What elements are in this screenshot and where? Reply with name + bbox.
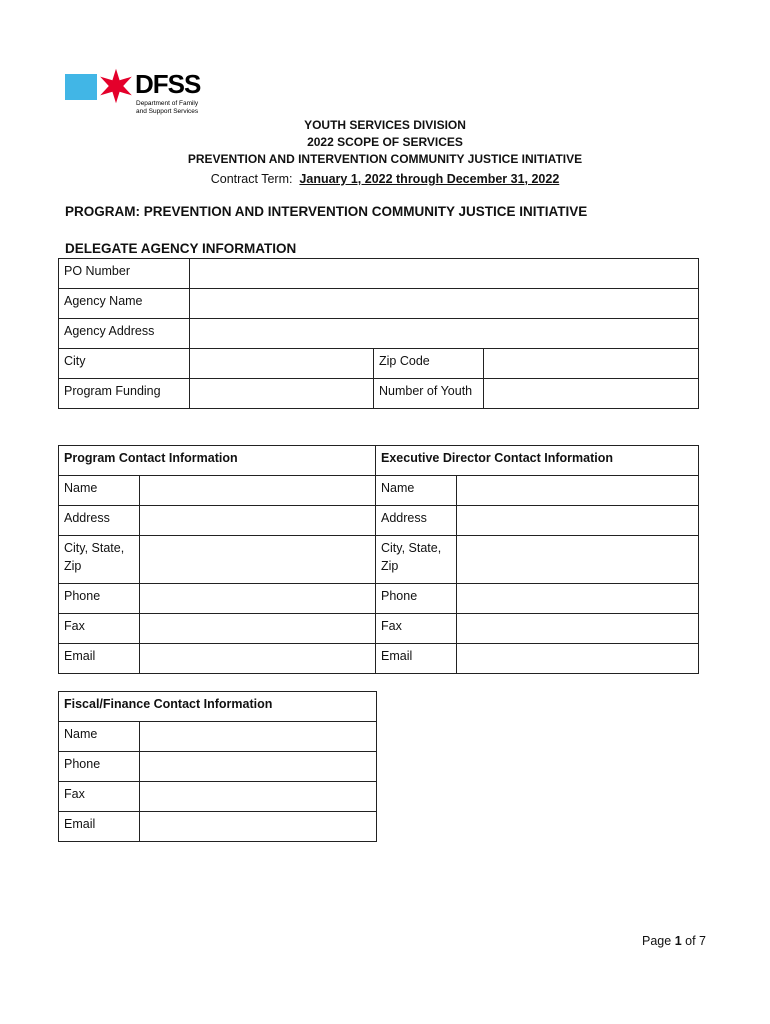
logo-brand: DFSS (135, 69, 201, 99)
number-of-youth-field[interactable] (484, 379, 699, 409)
page-current: 1 (674, 934, 682, 948)
fiscal-name-field[interactable] (140, 722, 377, 752)
scope-title: 2022 SCOPE OF SERVICES (307, 135, 463, 149)
page-label: Page (642, 934, 672, 948)
fiscal-email-label: Email (59, 812, 140, 842)
fiscal-phone-label: Phone (59, 752, 140, 782)
contract-term-label: Contract Term: (210, 172, 293, 186)
logo-blue-block (65, 74, 97, 100)
fiscal-email-field[interactable] (140, 812, 377, 842)
program-phone-label: Phone (59, 584, 140, 614)
page-number (642, 934, 706, 948)
executive-name-label: Name (376, 476, 457, 506)
fiscal-name-label: Name (59, 722, 140, 752)
delegate-agency-table (58, 258, 699, 409)
program-fax-field[interactable] (140, 614, 376, 644)
executive-email-label: Email (376, 644, 457, 674)
division-title: YOUTH SERVICES DIVISION (304, 118, 466, 132)
fiscal-contact-table (58, 691, 377, 842)
program-heading: PROGRAM: PREVENTION AND INTERVENTION COMMUNITY JUSTICE INITIATIVE (65, 204, 588, 219)
program-address-field[interactable] (140, 506, 376, 536)
contact-info-table (58, 445, 699, 674)
executive-phone-field[interactable] (457, 584, 699, 614)
executive-city-state-text: City, State, (381, 541, 442, 555)
chicago-star-icon (98, 68, 134, 104)
program-email-field[interactable] (140, 644, 376, 674)
fiscal-contact-heading: Fiscal/Finance Contact Information (59, 692, 377, 722)
program-address-label: Address (59, 506, 140, 536)
program-email-label: Email (59, 644, 140, 674)
program-phone-field[interactable] (140, 584, 376, 614)
city-label: City (59, 349, 190, 379)
program-funding-field[interactable] (190, 379, 374, 409)
logo-subtitle-line1: Department of Family (136, 100, 199, 107)
executive-fax-label: Fax (376, 614, 457, 644)
executive-fax-field[interactable] (457, 614, 699, 644)
program-city-state-zip-label (59, 536, 140, 584)
program-city-state-text: City, State, (64, 541, 125, 555)
dfss-logo (65, 68, 215, 120)
logo-subtitle-line2: and Support Services (136, 107, 199, 115)
zip-code-field[interactable] (484, 349, 699, 379)
program-city-state-zip-field[interactable] (140, 536, 376, 584)
agency-address-label: Agency Address (59, 319, 190, 349)
page-total: 7 (699, 934, 706, 948)
executive-email-field[interactable] (457, 644, 699, 674)
number-of-youth-label: Number of Youth (374, 379, 484, 409)
po-number-label: PO Number (59, 259, 190, 289)
fiscal-fax-field[interactable] (140, 782, 377, 812)
executive-zip-text: Zip (381, 559, 399, 573)
program-name-label: Name (59, 476, 140, 506)
agency-address-field[interactable] (190, 319, 699, 349)
agency-name-label: Agency Name (59, 289, 190, 319)
executive-city-state-zip-field[interactable] (457, 536, 699, 584)
fiscal-phone-field[interactable] (140, 752, 377, 782)
program-zip-text: Zip (64, 559, 82, 573)
contract-term-value: January 1, 2022 through December 31, 2022 (299, 172, 560, 186)
executive-address-label: Address (376, 506, 457, 536)
delegate-heading: DELEGATE AGENCY INFORMATION (65, 241, 297, 256)
initiative-title: PREVENTION AND INTERVENTION COMMUNITY JUSTICE INITIATIVE (187, 152, 583, 166)
agency-name-field[interactable] (190, 289, 699, 319)
fiscal-fax-label: Fax (59, 782, 140, 812)
program-funding-label: Program Funding (59, 379, 190, 409)
program-name-field[interactable] (140, 476, 376, 506)
executive-city-state-zip-label (376, 536, 457, 584)
logo-subtitle (136, 100, 198, 115)
po-number-field[interactable] (190, 259, 699, 289)
executive-name-field[interactable] (457, 476, 699, 506)
program-contact-heading: Program Contact Information (59, 446, 376, 476)
contract-term (0, 172, 770, 186)
program-fax-label: Fax (59, 614, 140, 644)
executive-contact-heading: Executive Director Contact Information (376, 446, 699, 476)
page-of: of (685, 934, 696, 948)
city-field[interactable] (190, 349, 374, 379)
zip-code-label: Zip Code (374, 349, 484, 379)
executive-phone-label: Phone (376, 584, 457, 614)
executive-address-field[interactable] (457, 506, 699, 536)
